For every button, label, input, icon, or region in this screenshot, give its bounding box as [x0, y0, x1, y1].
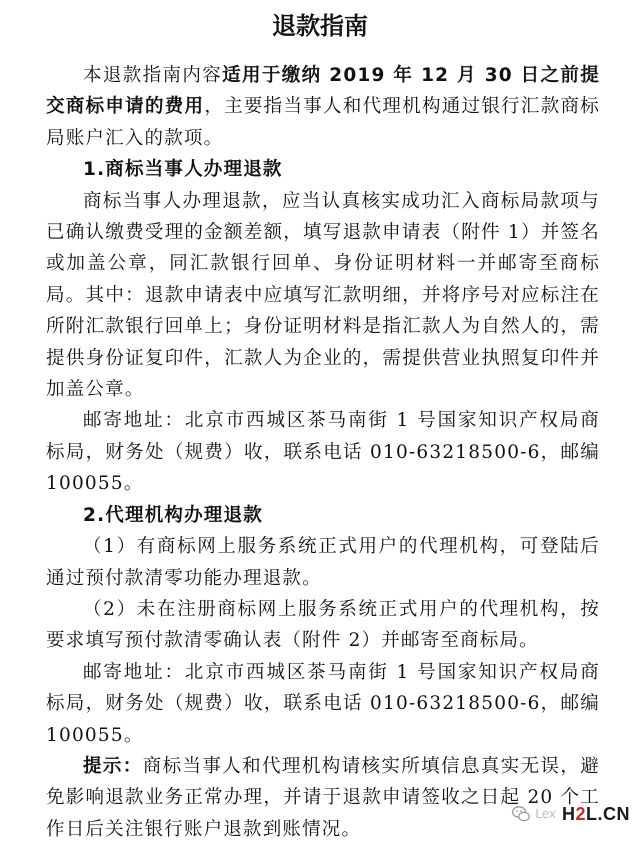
intro-paragraph [46, 60, 600, 154]
section1-paragraph: 商标当事人办理退款，应当认真核实成功汇入商标局款项与已确认缴费受理的金额差额，填写退款申请表（附件 1）并签名或加盖公章，同汇款银行回单、身份证明材料一并邮寄至商标局。其中：退款申请表中应填写汇款明细，并将序号对应标注在所附汇款银行回单上；身份证明材料是指汇款人为自然人的，需提供身份证复印件，汇款人为企业的，需提供营业执照复印件并加盖公章。 [46, 190, 600, 401]
watermark-suffix: L.CN [586, 803, 630, 824]
section1-heading: 1.商标当事人办理退款 [83, 159, 283, 181]
tip-label: 提示： [83, 755, 143, 777]
intro-emphasis: 适用于缴纳 2019 年 12 月 30 日之前提交商标申请的费用 [46, 65, 600, 118]
intro-text-start: 本退款指南内容 [83, 65, 223, 86]
page-title: 退款指南 [272, 12, 368, 40]
intro-text-end: ，主要指当事人和代理机构通过银行汇款商标局账户汇入的款项。 [46, 96, 600, 149]
section2-address: 邮寄地址：北京市西城区茶马南街 1 号国家知识产权局商标局，财务处（规费）收，联系电话 010-63218500-6，邮编 100055。 [46, 661, 600, 746]
section1-address: 邮寄地址：北京市西城区茶马南街 1 号国家知识产权局商标局，财务处（规费）收，联系电话 010-63218500-6，邮编 100055。 [46, 410, 600, 495]
section2-item-1: （1）有商标网上服务系统正式用户的代理机构，可登陆后通过预付款清零功能办理退款。 [46, 536, 600, 589]
watermark-accent: 2 [575, 803, 586, 824]
section2-heading: 2.代理机构办理退款 [83, 504, 263, 526]
tip-text: 商标当事人和代理机构请核实所填信息真实无误，避免影响退款业务正常办理，并请于退款申请签收之日起 20 个工作日后关注银行账户退款到账情况。 [46, 755, 600, 840]
watermark-logo [562, 804, 630, 825]
watermark [511, 802, 630, 826]
wechat-icon [511, 804, 531, 824]
watermark-prefix: H [561, 803, 576, 824]
document-body [0, 60, 640, 845]
watermark-faint-text: Lex [535, 807, 556, 821]
tip-paragraph [46, 751, 600, 845]
section2-item-2: （2）未在注册商标网上服务系统正式用户的代理机构，按要求填写预付款清零确认表（附件 2）并邮寄至商标局。 [46, 598, 600, 652]
